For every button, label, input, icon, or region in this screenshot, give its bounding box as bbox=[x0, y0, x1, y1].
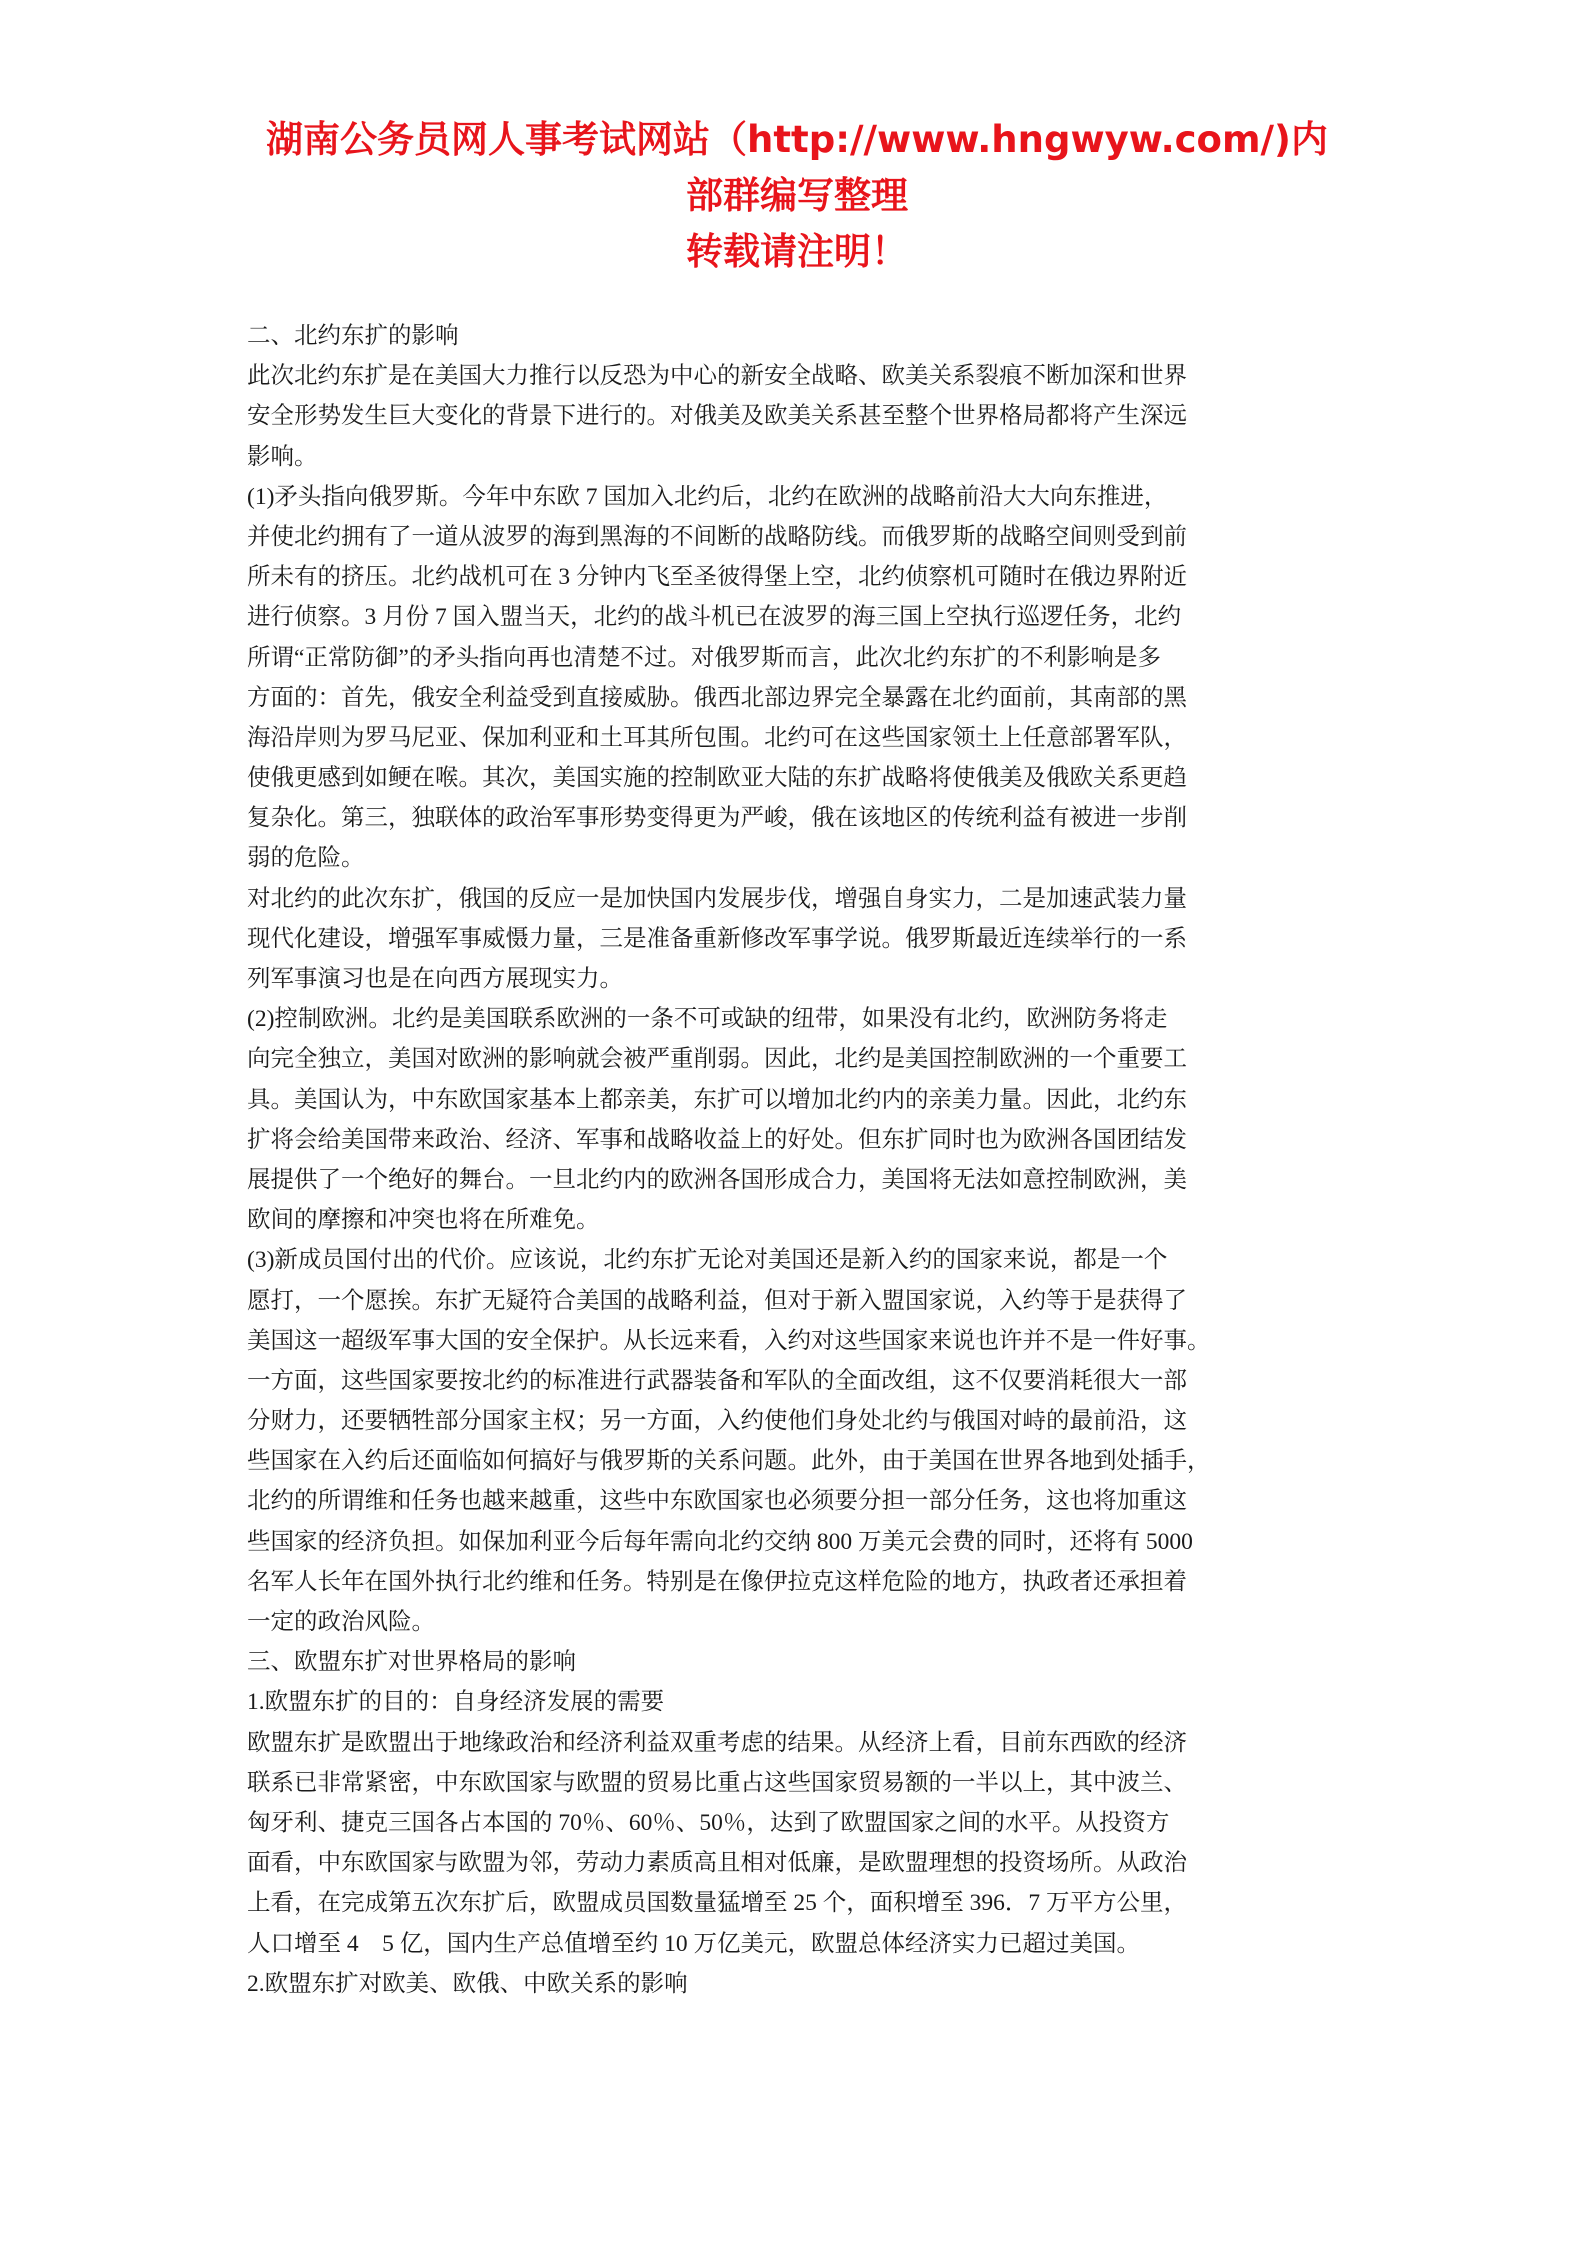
text-line: 扩将会给美国带来政治、经济、军事和战略收益上的好处。但东扩同时也为欧洲各国团结发 bbox=[247, 1126, 1187, 1153]
text-line: 美国这一超级军事大国的安全保护。从长远来看，入约对这些国家来说也许并不是一件好事。 bbox=[247, 1327, 1211, 1354]
text-line: 三、欧盟东扩对世界格局的影响 bbox=[247, 1649, 576, 1676]
text-line: 北约的所谓维和任务也越来越重，这些中东欧国家也必须要分担一部分任务，这也将加重这 bbox=[247, 1488, 1187, 1515]
text-line: 此次北约东扩是在美国大力推行以反恐为中心的新安全战略、欧美关系裂痕不断加深和世界 bbox=[247, 363, 1187, 390]
text-line: 欧间的摩擦和冲突也将在所难免。 bbox=[247, 1207, 600, 1234]
text-line: 1.欧盟东扩的目的：自身经济发展的需要 bbox=[247, 1689, 665, 1716]
text-line: 欧盟东扩是欧盟出于地缘政治和经济利益双重考虑的结果。从经济上看，目前东西欧的经济 bbox=[247, 1729, 1187, 1756]
text-line: 名军人长年在国外执行北约维和任务。特别是在像伊拉克这样危险的地方，执政者还承担着 bbox=[247, 1568, 1187, 1595]
text-line: 海沿岸则为罗马尼亚、保加利亚和土耳其所包围。北约可在这些国家领土上任意部署军队， bbox=[247, 724, 1187, 751]
text-line: 方面的：首先，俄安全利益受到直接威胁。俄西北部边界完全暴露在北约面前，其南部的黑 bbox=[247, 684, 1187, 711]
text-line: 一方面，这些国家要按北约的标准进行武器装备和军队的全面改组，这不仅要消耗很大一部 bbox=[247, 1367, 1187, 1394]
text-line: 影响。 bbox=[247, 443, 318, 470]
text-line: 匈牙利、捷克三国各占本国的 70％、60％、50％，达到了欧盟国家之间的水平。从投资方 bbox=[247, 1809, 1170, 1836]
text-line: 一定的政治风险。 bbox=[247, 1609, 435, 1635]
text-line: 面看，中东欧国家与欧盟为邻，劳动力素质高且相对低廉，是欧盟理想的投资场所。从政治 bbox=[247, 1850, 1187, 1877]
header-line-2: 部群编写整理 bbox=[686, 174, 908, 217]
text-line: 二、北约东扩的影响 bbox=[247, 323, 459, 349]
text-line: 分财力，还要牺牲部分国家主权；另一方面，入约使他们身处北约与俄国对峙的最前沿，这 bbox=[247, 1408, 1187, 1435]
text-line: 使俄更感到如鲠在喉。其次，美国实施的控制欧亚大陆的东扩战略将使俄美及俄欧关系更趋 bbox=[247, 765, 1187, 792]
text-line: 具。美国认为，中东欧国家基本上都亲美，东扩可以增加北约内的亲美力量。因此，北约东 bbox=[247, 1086, 1187, 1113]
text-line: 复杂化。第三，独联体的政治军事形势变得更为严峻，俄在该地区的传统利益有被进一步削 bbox=[247, 805, 1187, 832]
text-line: 展提供了一个绝好的舞台。一旦北约内的欧洲各国形成合力，美国将无法如意控制欧洲，美 bbox=[247, 1166, 1187, 1193]
text-line: 对北约的此次东扩，俄国的反应一是加快国内发展步伐，增强自身实力，二是加速武装力量 bbox=[247, 885, 1187, 912]
text-line: (3)新成员国付出的代价。应该说，北约东扩无论对美国还是新入约的国家来说，都是一个 bbox=[247, 1247, 1168, 1274]
header-line-3: 转载请注明！ bbox=[686, 230, 908, 273]
text-line: (1)矛头指向俄罗斯。今年中东欧 7 国加入北约后，北约在欧洲的战略前沿大大向东推进， bbox=[247, 483, 1168, 510]
text-line: 弱的危险。 bbox=[247, 845, 365, 872]
text-line: 进行侦察。3 月份 7 国入盟当天，北约的战斗机已在波罗的海三国上空执行巡逻任务，北约 bbox=[247, 604, 1182, 631]
text-line: 所未有的挤压。北约战机可在 3 分钟内飞至圣彼得堡上空，北约侦察机可随时在俄边界附近 bbox=[247, 564, 1187, 591]
text-line: 些国家在入约后还面临如何搞好与俄罗斯的关系问题。此外，由于美国在世界各地到处插手， bbox=[247, 1448, 1211, 1475]
text-line: 联系已非常紧密，中东欧国家与欧盟的贸易比重占这些国家贸易额的一半以上，其中波兰、 bbox=[247, 1769, 1187, 1796]
text-line: (2)控制欧洲。北约是美国联系欧洲的一条不可或缺的纽带，如果没有北约，欧洲防务将走 bbox=[247, 1006, 1168, 1033]
text-line: 些国家的经济负担。如保加利亚今后每年需向北约交纳 800 万美元会费的同时，还将有 5000 bbox=[247, 1528, 1193, 1555]
text-line: 向完全独立，美国对欧洲的影响就会被严重削弱。因此，北约是美国控制欧洲的一个重要工 bbox=[247, 1046, 1187, 1073]
text-line: 人口增至 4 5 亿，国内生产总值增至约 10 万亿美元，欧盟总体经济实力已超过美国。 bbox=[247, 1930, 1140, 1957]
text-line: 上看，在完成第五次东扩后，欧盟成员国数量猛增至 25 个，面积增至 396．7 万平方公里， bbox=[247, 1890, 1187, 1917]
text-line: 所谓“正常防御”的矛头指向再也清楚不过。对俄罗斯而言，此次北约东扩的不利影响是多 bbox=[247, 644, 1161, 671]
text-line: 2.欧盟东扩对欧美、欧俄、中欧关系的影响 bbox=[247, 1970, 688, 1997]
text-line: 愿打，一个愿挨。东扩无疑符合美国的战略利益，但对于新入盟国家说，入约等于是获得了 bbox=[247, 1287, 1187, 1314]
text-line: 列军事演习也是在向西方展现实力。 bbox=[247, 966, 623, 992]
text-line: 现代化建设，增强军事威慑力量，三是准备重新修改军事学说。俄罗斯最近连续举行的一系 bbox=[247, 925, 1187, 952]
text-line: 安全形势发生巨大变化的背景下进行的。对俄美及欧美关系甚至整个世界格局都将产生深远 bbox=[247, 403, 1187, 430]
text-line: 并使北约拥有了一道从波罗的海到黑海的不间断的战略防线。而俄罗斯的战略空间则受到前 bbox=[247, 523, 1187, 550]
document-header bbox=[180, 112, 1414, 280]
article-body bbox=[247, 316, 1357, 2004]
header-line-1: 湖南公务员网人事考试网站（http://www.hngwyw.com/)内 bbox=[266, 118, 1328, 161]
